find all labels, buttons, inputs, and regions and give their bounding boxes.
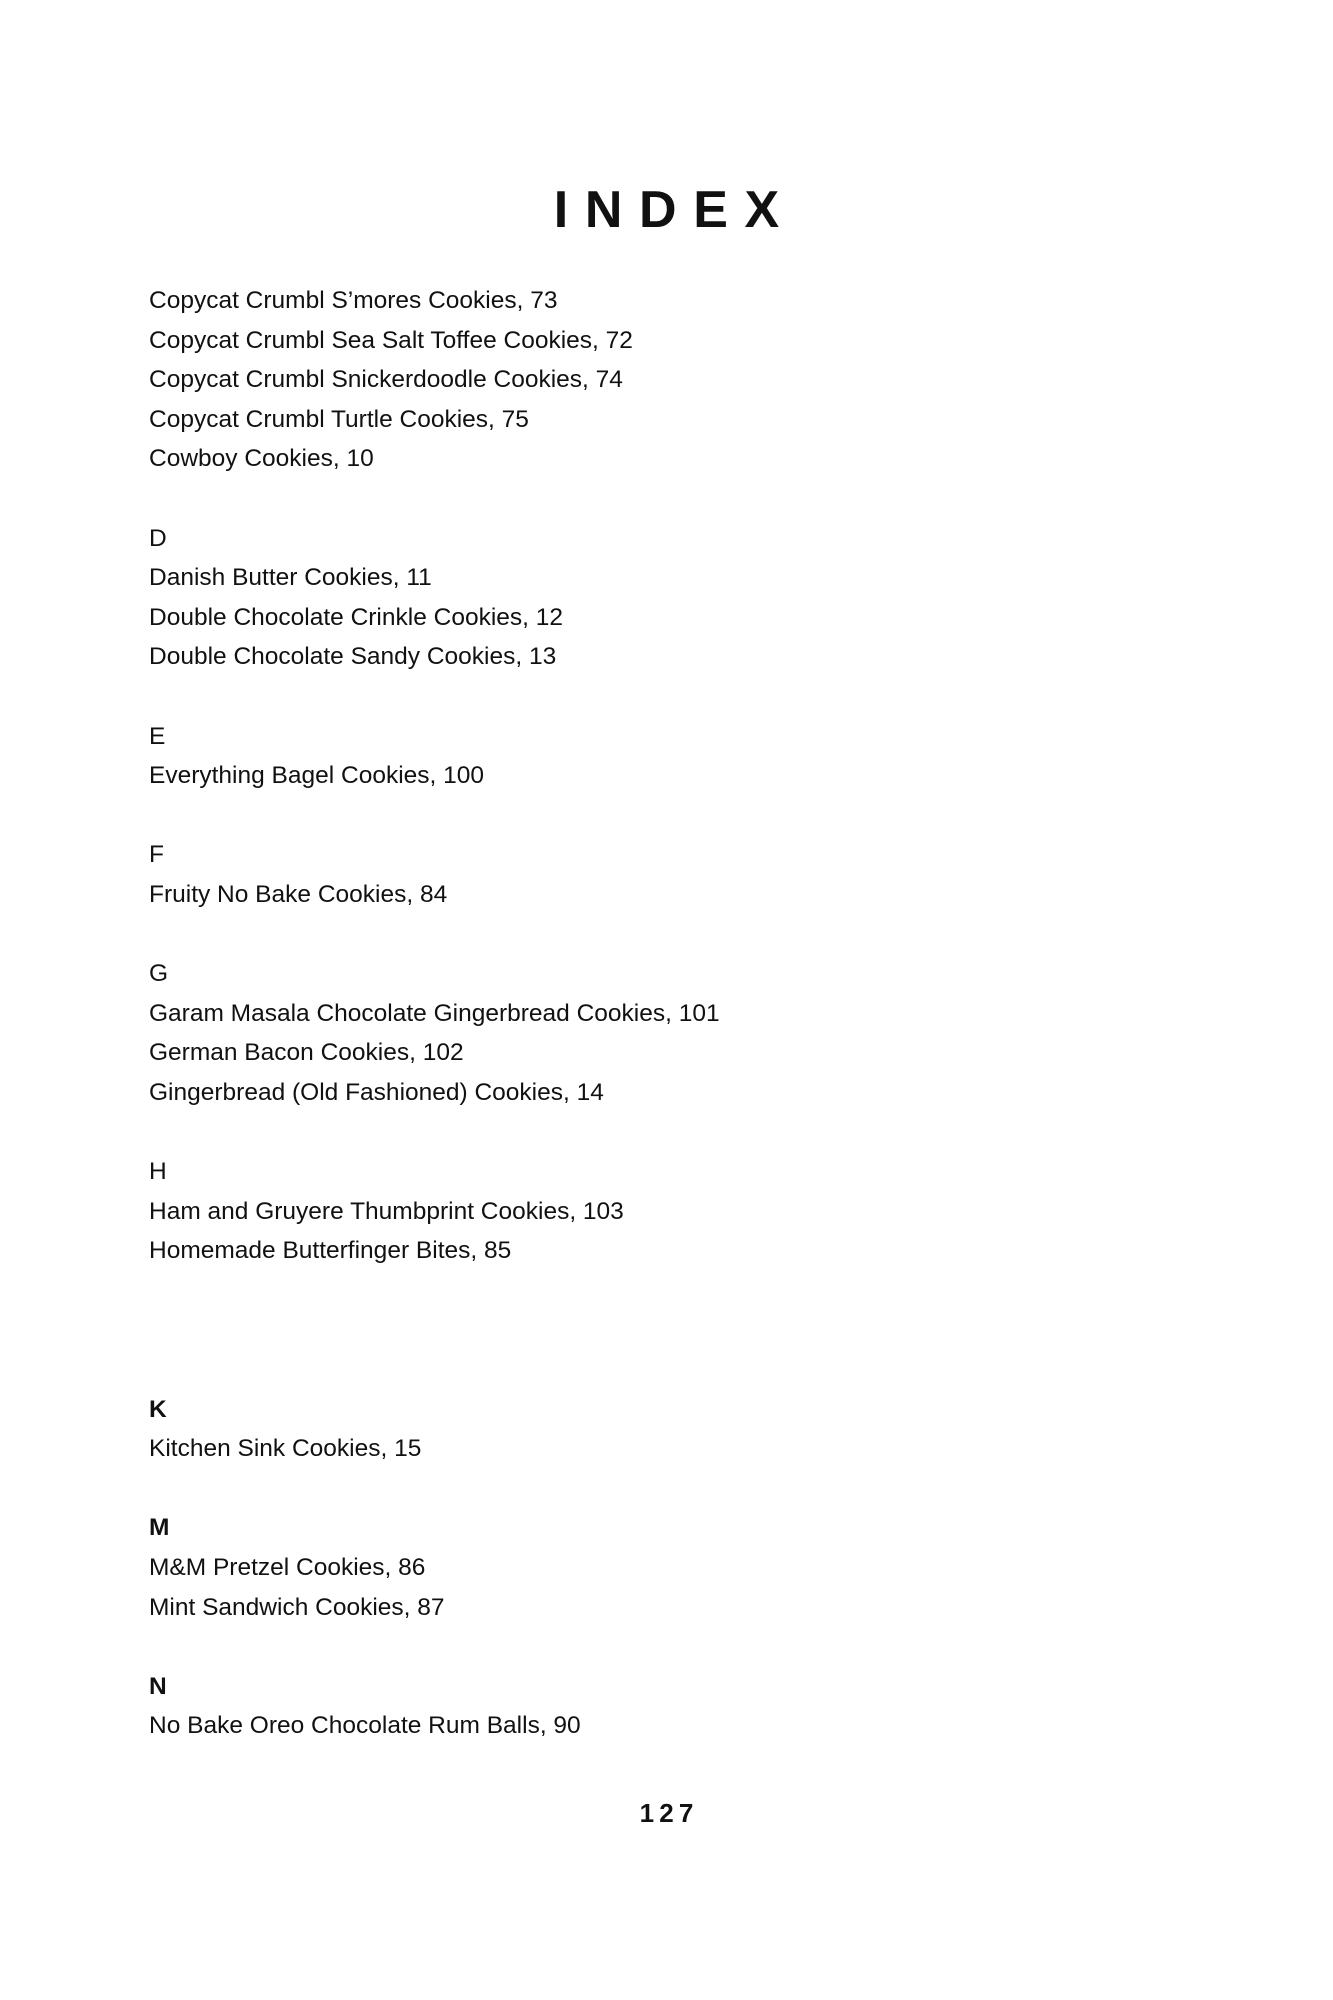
index-entry: M&M Pretzel Cookies, 86	[149, 1554, 426, 1581]
index-entry: Fruity No Bake Cookies, 84	[149, 880, 448, 908]
section-letter: F	[149, 841, 164, 869]
index-entry: Kitchen Sink Cookies, 15	[149, 1435, 422, 1463]
index-entry: Everything Bagel Cookies, 100	[149, 762, 485, 790]
section-letter: D	[149, 524, 167, 552]
index-entry: Copycat Crumbl Turtle Cookies, 75	[149, 405, 529, 433]
page-number: 127	[639, 1798, 699, 1828]
index-entry: Double Chocolate Sandy Cookies, 13	[149, 643, 557, 671]
group-spacer	[149, 479, 720, 519]
section-letter: N	[149, 1672, 167, 1700]
index-entry: Danish Butter Cookies, 11	[149, 564, 432, 592]
index-entry: Mint Sandwich Cookies, 87	[149, 1593, 445, 1621]
index-list	[149, 281, 720, 1746]
group-spacer	[149, 796, 720, 836]
index-entry: Cowboy Cookies, 10	[149, 445, 374, 473]
group-spacer	[149, 1271, 720, 1311]
index-entry: Gingerbread (Old Fashioned) Cookies, 14	[149, 1078, 604, 1106]
group-spacer	[149, 1112, 720, 1152]
group-spacer	[149, 677, 720, 717]
index-entry: Copycat Crumbl Sea Salt Toffee Cookies, 72	[149, 326, 633, 354]
index-entry: Copycat Crumbl Snickerdoodle Cookies, 74	[149, 366, 623, 394]
group-spacer	[149, 1469, 720, 1509]
section-letter: M	[149, 1514, 170, 1542]
group-spacer	[149, 1350, 720, 1390]
index-entry: Ham and Gruyere Thumbprint Cookies, 103	[149, 1197, 624, 1225]
group-spacer	[149, 1627, 720, 1667]
section-letter: H	[149, 1158, 167, 1186]
section-letter: K	[149, 1395, 167, 1423]
index-entry: Double Chocolate Crinkle Cookies, 12	[149, 603, 563, 631]
section-letter: E	[149, 722, 166, 750]
section-letter: G	[149, 960, 169, 988]
index-entry: Copycat Crumbl S’mores Cookies, 73	[149, 287, 558, 314]
group-spacer	[149, 1310, 720, 1350]
index-entry: No Bake Oreo Chocolate Rum Balls, 90	[149, 1712, 581, 1740]
index-entry: Garam Masala Chocolate Gingerbread Cookies, 101	[149, 999, 720, 1027]
group-spacer	[149, 915, 720, 955]
page-title: INDEX	[553, 181, 796, 239]
index-entry: German Bacon Cookies, 102	[149, 1039, 464, 1067]
index-entry: Homemade Butterfinger Bites, 85	[149, 1237, 512, 1265]
